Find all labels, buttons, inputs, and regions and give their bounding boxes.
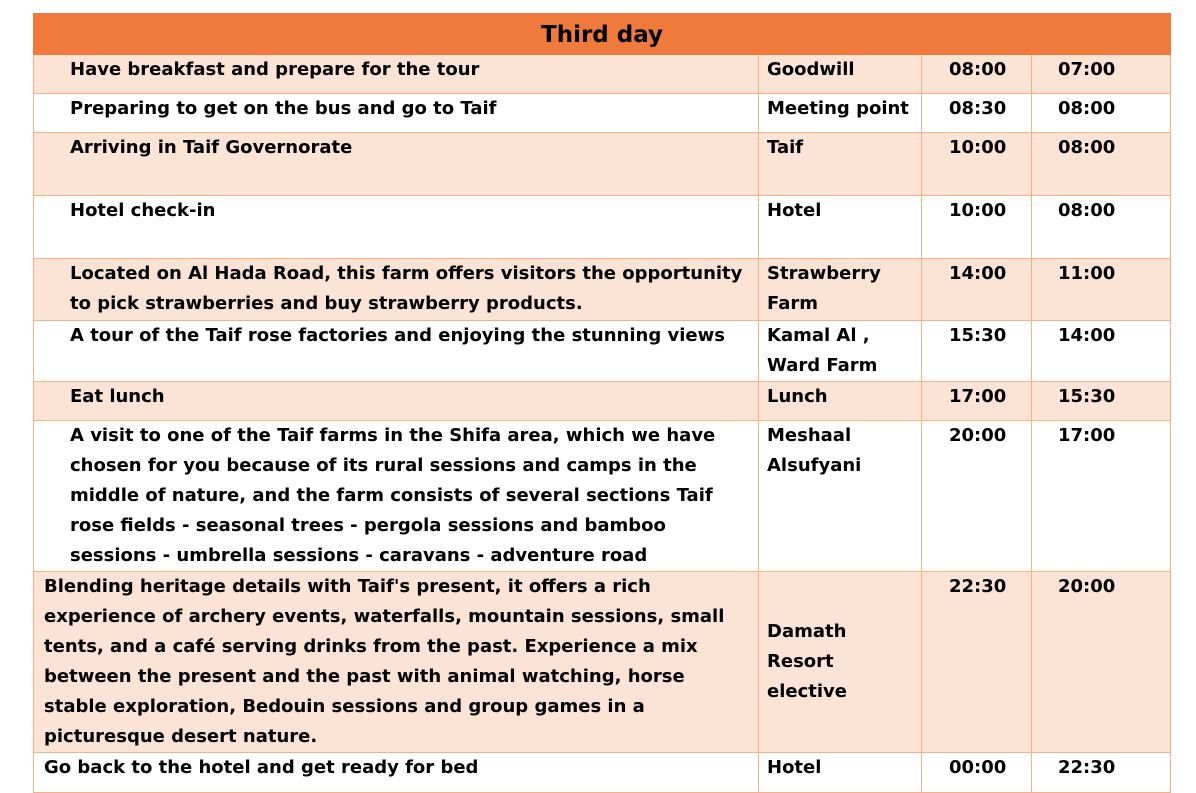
location-cell: Meeting point bbox=[759, 94, 922, 133]
location-cell: Strawberry Farm bbox=[759, 259, 922, 321]
activity-cell: Preparing to get on the bus and go to Taif bbox=[34, 94, 759, 133]
end-time-cell: 17:00 bbox=[922, 382, 1032, 421]
end-time-cell: 08:00 bbox=[922, 55, 1032, 94]
table-row bbox=[34, 196, 1171, 259]
start-time-cell: 11:00 bbox=[1032, 259, 1171, 321]
activity-cell: Located on Al Hada Road, this farm offers visitors the opportunity to pick strawberries and buy strawberry products. bbox=[34, 259, 759, 321]
start-time-cell: 14:00 bbox=[1032, 321, 1171, 382]
location-cell: Goodwill bbox=[759, 55, 922, 94]
start-time-cell: 15:30 bbox=[1032, 382, 1171, 421]
start-time-cell: 07:00 bbox=[1032, 55, 1171, 94]
end-time-cell: 15:30 bbox=[922, 321, 1032, 382]
activity-cell: Hotel check-in bbox=[34, 196, 759, 259]
title-row bbox=[34, 14, 1171, 55]
location-cell: Damath Resort elective bbox=[759, 572, 922, 753]
table-row bbox=[34, 753, 1171, 793]
location-cell: Hotel bbox=[759, 753, 922, 793]
activity-cell: A tour of the Taif rose factories and enjoying the stunning views bbox=[34, 321, 759, 382]
location-cell: Meshaal Alsufyani bbox=[759, 421, 922, 572]
day-title: Third day bbox=[34, 14, 1171, 55]
location-cell: Taif bbox=[759, 133, 922, 196]
end-time-cell: 00:00 bbox=[922, 753, 1032, 793]
activity-cell: Go back to the hotel and get ready for bed bbox=[34, 753, 759, 793]
table-row bbox=[34, 94, 1171, 133]
end-time-cell: 14:00 bbox=[922, 259, 1032, 321]
start-time-cell: 08:00 bbox=[1032, 133, 1171, 196]
end-time-cell: 22:30 bbox=[922, 572, 1032, 753]
end-time-cell: 20:00 bbox=[922, 421, 1032, 572]
activity-cell: Have breakfast and prepare for the tour bbox=[34, 55, 759, 94]
end-time-cell: 10:00 bbox=[922, 133, 1032, 196]
activity-cell: Blending heritage details with Taif's present, it offers a rich experience of archery events, waterfalls, mountain sessions, small tents, and a café serving drinks from the past. Experience a mix between the present and the past with animal watching, horse stable exploration, Bedouin sessions and group games in a picturesque desert nature. bbox=[34, 572, 759, 753]
table-row bbox=[34, 133, 1171, 196]
start-time-cell: 22:30 bbox=[1032, 753, 1171, 793]
end-time-cell: 10:00 bbox=[922, 196, 1032, 259]
itinerary-table bbox=[33, 13, 1171, 793]
activity-cell: Eat lunch bbox=[34, 382, 759, 421]
location-cell: Kamal Al , Ward Farm bbox=[759, 321, 922, 382]
start-time-cell: 08:00 bbox=[1032, 196, 1171, 259]
table-row bbox=[34, 55, 1171, 94]
activity-cell: Arriving in Taif Governorate bbox=[34, 133, 759, 196]
start-time-cell: 08:00 bbox=[1032, 94, 1171, 133]
table-row bbox=[34, 382, 1171, 421]
table-row bbox=[34, 321, 1171, 382]
end-time-cell: 08:30 bbox=[922, 94, 1032, 133]
start-time-cell: 20:00 bbox=[1032, 572, 1171, 753]
location-cell: Hotel bbox=[759, 196, 922, 259]
table-row bbox=[34, 421, 1171, 572]
table-row bbox=[34, 259, 1171, 321]
start-time-cell: 17:00 bbox=[1032, 421, 1171, 572]
location-cell: Lunch bbox=[759, 382, 922, 421]
table-row bbox=[34, 572, 1171, 753]
activity-cell: A visit to one of the Taif farms in the Shifa area, which we have chosen for you because of its rural sessions and camps in the middle of nature, and the farm consists of several sections Taif rose fields - seasonal trees - pergola sessions and bamboo sessions - umbrella sessions - caravans - adventure road bbox=[34, 421, 759, 572]
